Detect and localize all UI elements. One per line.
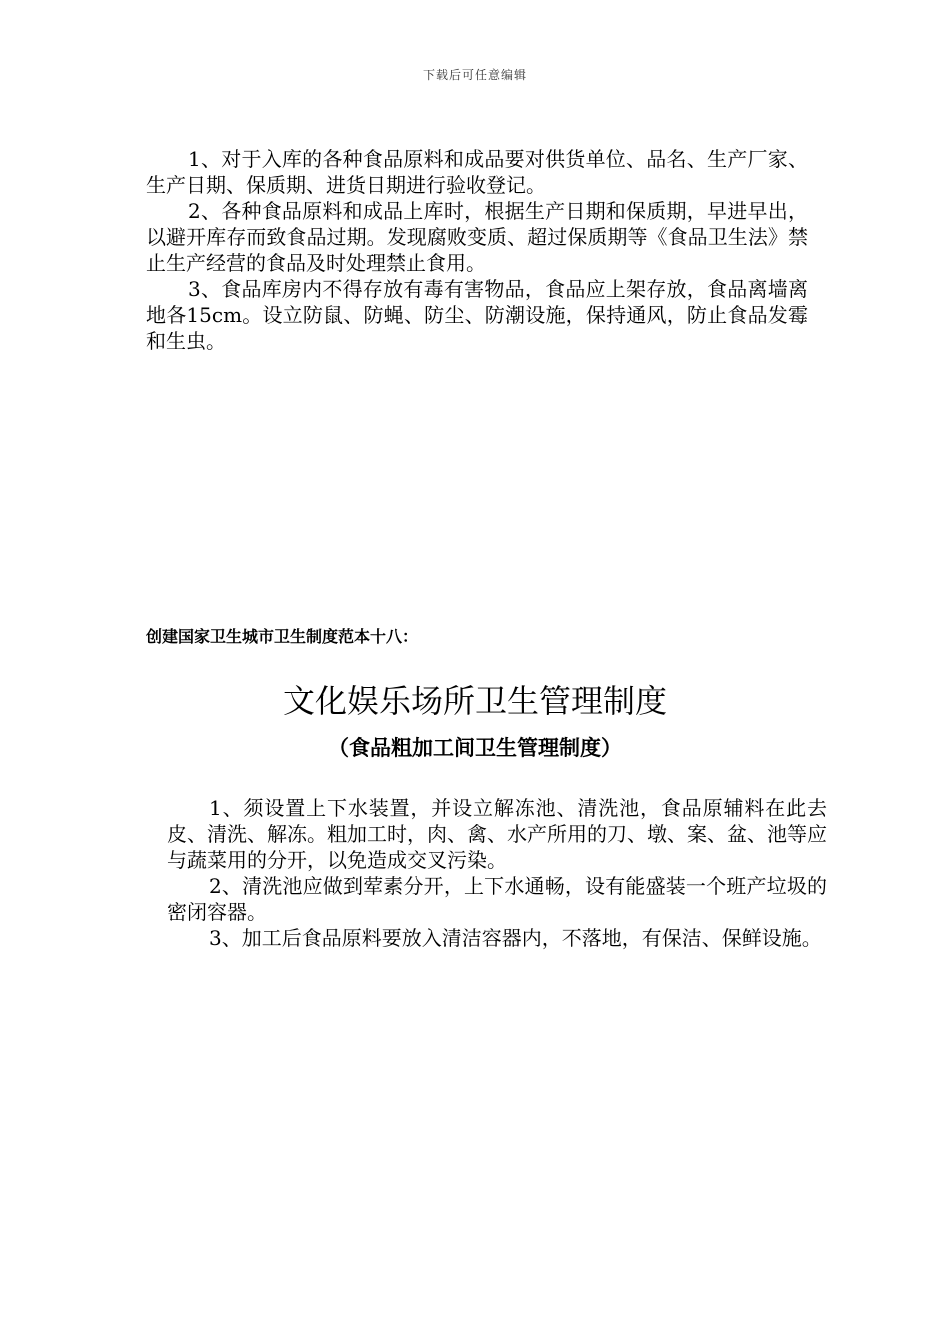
paragraph: 3、食品库房内不得存放有毒有害物品，食品应上架存放，食品离墙离地各15cm。设立防鼠、防蝇、防尘、防潮设施，保持通风，防止食品发霉和生虫。	[146, 277, 808, 353]
page-header: 下载后可任意编辑	[422, 68, 527, 82]
paragraph: 1、对于入库的各种食品原料和成品要对供货单位、品名、生产厂家、生产日期、保质期、进货日期进行验收登记。	[146, 147, 808, 197]
paragraph: 2、清洗池应做到荤素分开，上下水通畅，设有能盛装一个班产垃圾的密闭容器。	[167, 874, 827, 924]
processing-rules-section	[167, 795, 827, 951]
paragraph: 2、各种食品原料和成品上库时，根据生产日期和保质期，早进早出，以避开库存而致食品过期。发现腐败变质、超过保质期等《食品卫生法》禁止生产经营的食品及时处理禁止食用。	[146, 199, 808, 275]
document-subtitle: （食品粗加工间卫生管理制度）	[328, 736, 622, 760]
paragraph: 1、须设置上下水装置，并设立解冻池、清洗池，食品原辅料在此去皮、清洗、解冻。粗加工时，肉、禽、水产所用的刀、墩、案、盆、池等应与蔬菜用的分开，以免造成交叉污染。	[167, 796, 827, 872]
paragraph: 3、加工后食品原料要放入清洁容器内，不落地，有保洁、保鲜设施。	[209, 926, 822, 950]
section-label: 创建国家卫生城市卫生制度范本十八：	[146, 627, 419, 646]
document-title: 文化娱乐场所卫生管理制度	[282, 682, 667, 720]
storage-rules-section	[146, 146, 808, 354]
